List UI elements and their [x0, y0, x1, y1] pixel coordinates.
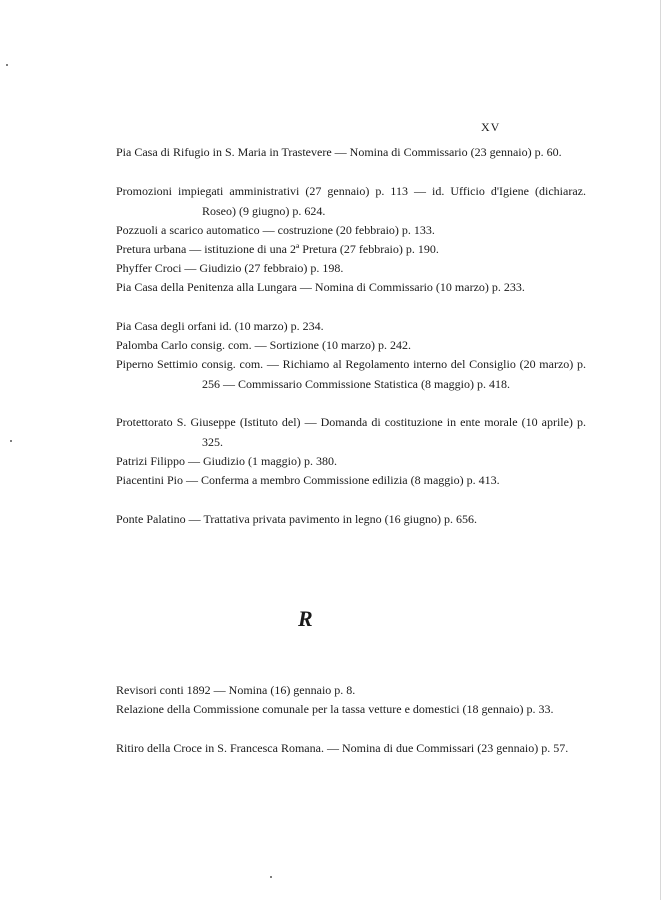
index-entry: Pozzuoli a scarico automatico — costruzione (20 febbraio) p. 133. [116, 223, 435, 237]
index-entry: Phyffer Croci — Giudizio (27 febbraio) p. 198. [116, 261, 344, 275]
index-entry: Pia Casa della Penitenza alla Lungara — Nomina di Commissario (10 marzo) p. 233. [116, 280, 525, 294]
index-entry: Ponte Palatino — Trattativa privata pavimento in legno (16 giugno) p. 656. [116, 512, 477, 526]
index-entry: Pretura urbana — istituzione di una 2ª Pretura (27 febbraio) p. 190. [116, 242, 439, 256]
index-entry: Revisori conti 1892 — Nomina (16) gennaio p. 8. [116, 683, 356, 697]
page-edge-shadow [660, 0, 661, 900]
index-entry: Pia Casa di Rifugio in S. Maria in Trastevere — Nomina di Commissario (23 gennaio) p. 60. [116, 145, 562, 159]
scan-speck [270, 876, 272, 878]
index-entry: Ritiro della Croce in S. Francesca Romana. — Nomina di due Commissari (23 gennaio) p. 57. [116, 741, 569, 755]
scan-speck [10, 440, 12, 442]
index-entry: Relazione della Commissione comunale per la tassa vetture e domestici (18 gennaio) p. 33. [116, 702, 554, 716]
index-entry: Pia Casa degli orfani id. (10 marzo) p. 234. [116, 319, 324, 333]
index-entry: Patrizi Filippo — Giudizio (1 maggio) p. 380. [116, 454, 337, 468]
page-number: XV [481, 120, 501, 134]
index-entry: Promozioni impiegati amministrativi (27 gennaio) p. 113 — id. Ufficio d'Igiene (dichiaraz. Roseo) (9 giugno) p. 624. [116, 184, 586, 218]
index-entry: Protettorato S. Giuseppe (Istituto del) — Domanda di costituzione in ente morale (10 aprile) p. 325. [116, 415, 586, 449]
index-entry: Piperno Settimio consig. com. — Richiamo al Regolamento interno del Consiglio (20 marzo) p. 256 — Commissario Commissione Statistica (8 maggio) p. 418. [116, 357, 586, 391]
scan-speck [6, 64, 8, 66]
index-entry: Palomba Carlo consig. com. — Sortizione (10 marzo) p. 242. [116, 338, 411, 352]
section-letter: R [298, 606, 313, 631]
index-entry: Piacentini Pio — Conferma a membro Commissione edilizia (8 maggio) p. 413. [116, 473, 500, 487]
